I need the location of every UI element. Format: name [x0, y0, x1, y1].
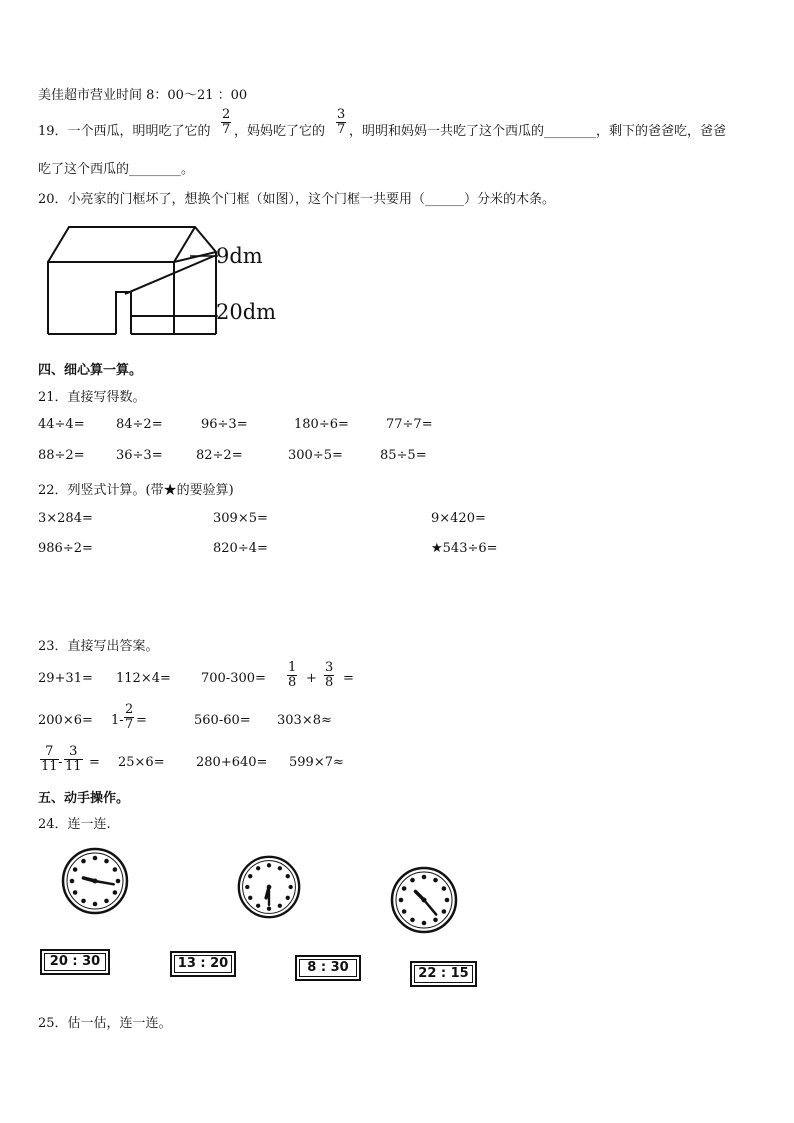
q21-item: 88÷2=	[38, 448, 85, 463]
fraction-den: 11	[65, 759, 82, 774]
q23-item: 200×6=	[38, 713, 93, 728]
fraction-den: 7	[125, 717, 134, 732]
q21-item: 96÷3=	[201, 417, 248, 432]
time-card[interactable]: 20 : 30	[40, 949, 110, 975]
question-24-title: 24．连一连.	[38, 817, 111, 832]
q21-item: 36÷3=	[116, 448, 163, 463]
q22-item: 986÷2=	[38, 541, 93, 556]
fraction-den: 8	[288, 675, 297, 690]
q19-f1-num: 2	[222, 107, 231, 122]
q21-item: 85÷5=	[380, 448, 427, 463]
q19-f2-num: 3	[337, 107, 346, 122]
q23-item: 560-60=	[194, 713, 251, 728]
question-21-title: 21．直接写得数。	[38, 390, 146, 405]
q23-item: 25×6=	[118, 755, 165, 770]
q23-operator: +	[306, 671, 317, 686]
q19-fraction-2	[336, 108, 346, 137]
q23-fraction	[324, 661, 334, 690]
fraction-num: 2	[125, 702, 134, 717]
time-card[interactable]: 22 : 15	[410, 961, 477, 987]
q23-equals: =	[89, 755, 100, 770]
q19-part-b: ，妈妈吃了它的	[234, 124, 326, 139]
clock-icon	[236, 854, 302, 920]
q19-fraction-1	[221, 108, 231, 137]
q19-part-d: 吃了这个西瓜的________。	[38, 162, 195, 177]
question-25-title: 25．估一估，连一连。	[38, 1016, 172, 1031]
q19-f1-den: 7	[222, 122, 231, 137]
question-22-title: 22．列竖式计算。(带★的要验算)	[38, 483, 234, 498]
q21-item: 77÷7=	[386, 417, 433, 432]
section-5-heading: 五、动手操作。	[38, 791, 130, 806]
section-4-heading: 四、细心算一算。	[38, 363, 143, 378]
time-card[interactable]: 13 : 20	[170, 951, 236, 977]
fraction-num: 3	[69, 744, 78, 759]
q23-item: 599×7≈	[289, 755, 344, 770]
fraction-num: 1	[288, 660, 297, 675]
q22-item: 3×284=	[38, 511, 93, 526]
time-card[interactable]: 8 : 30	[295, 955, 361, 981]
q23-equals: =	[136, 713, 147, 728]
q21-item: 180÷6=	[294, 417, 349, 432]
store-hours-text: 美佳超市营业时间 8：00～21 ：00	[38, 88, 248, 103]
q22-item: 820÷4=	[213, 541, 268, 556]
fraction-den: 8	[325, 675, 334, 690]
clock-icon	[389, 865, 459, 935]
question-23-title: 23．直接写出答案。	[38, 639, 159, 654]
door-width-label: 9dm	[216, 244, 263, 268]
q23-fraction	[64, 745, 83, 774]
q22-item: 9×420=	[431, 511, 486, 526]
q23-fraction	[40, 745, 59, 774]
fraction-num: 3	[325, 660, 334, 675]
q23-item: 303×8≈	[277, 713, 332, 728]
q19-f2-den: 7	[337, 122, 346, 137]
q22-item: ★543÷6=	[431, 541, 498, 556]
question-20-text: 20．小亮家的门框坏了，想换个门框（如图），这个门框一共要用（______）分米的木条。	[38, 192, 556, 207]
fraction-den: 11	[41, 759, 58, 774]
q21-item: 44÷4=	[38, 417, 85, 432]
q23-fraction	[287, 661, 297, 690]
q23-item: 112×4=	[116, 671, 171, 686]
q21-item: 300÷5=	[288, 448, 343, 463]
q23-item: 29+31=	[38, 671, 93, 686]
q21-item: 82÷2=	[196, 448, 243, 463]
q23-item: 1-	[111, 713, 124, 728]
q19-part-a: 19．一个西瓜，明明吃了它的	[38, 124, 211, 139]
q23-item: 280+640=	[196, 755, 268, 770]
q23-item: 700-300=	[201, 671, 266, 686]
clock-icon	[60, 846, 130, 916]
door-height-label: 20dm	[216, 300, 277, 324]
q23-operator: -	[58, 755, 63, 770]
q21-item: 84÷2=	[116, 417, 163, 432]
q19-part-c: ，明明和妈妈一共吃了这个西瓜的________，剩下的爸爸吃，爸爸	[349, 124, 727, 139]
q23-fraction	[124, 703, 134, 732]
q23-equals: =	[343, 671, 354, 686]
fraction-num: 7	[45, 744, 54, 759]
q22-item: 309×5=	[213, 511, 268, 526]
